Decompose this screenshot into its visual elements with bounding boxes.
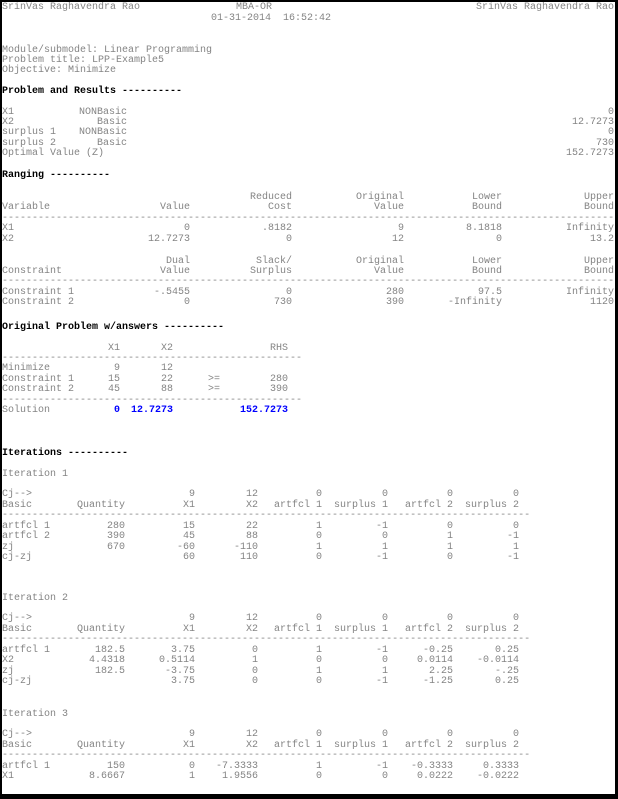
value-cell: 12.7273 (147, 233, 190, 245)
value-cell: -3.75 (164, 665, 195, 677)
column-header: Upper (583, 192, 614, 203)
result-value: 730 (595, 137, 614, 149)
dashed-separator-row (2, 354, 614, 364)
ranging-variables-table (2, 193, 614, 245)
original-problem-heading: Original Problem w/answers ---------- (2, 321, 225, 333)
meta-problem-title: Problem title: LPP-Example5 (2, 54, 165, 66)
value-cell: 9 (397, 223, 404, 235)
dashed-separator-row (2, 277, 614, 287)
basis-label: artfcl 1 (2, 520, 51, 532)
value-cell: 0 (315, 771, 322, 783)
value-cell: 110 (239, 552, 258, 563)
result-status: Basic (96, 137, 127, 149)
column-header: X2 (245, 499, 258, 511)
value-cell: 390 (106, 531, 125, 543)
value-cell: 280 (269, 373, 288, 385)
row-label: X1 (2, 223, 15, 235)
basis-label: artfcl 1 (2, 644, 51, 656)
solution-value: 12.7273 (130, 405, 173, 417)
column-header: X2 (245, 739, 258, 751)
value-cell: 0 (188, 760, 195, 772)
problem-results-heading: Problem and Results ---------- (2, 85, 183, 97)
value-cell: -1 (375, 552, 388, 563)
column-header: surplus 1 (333, 739, 388, 751)
column-header: Original (355, 192, 404, 203)
row-label: Constraint 2 (2, 297, 75, 309)
meta-row (2, 66, 614, 76)
value-cell: 1 (381, 665, 388, 677)
result-value: 0 (607, 106, 614, 118)
value-cell: 13.2 (589, 233, 614, 245)
value-cell: 150 (106, 760, 125, 772)
value-cell: 22 (160, 373, 173, 385)
value-cell: 0 (285, 286, 292, 298)
result-label: X1 (2, 106, 15, 118)
cj-value: 0 (381, 489, 388, 501)
iteration-title-row (2, 594, 614, 604)
header-left-username: SrinVas Raghavendra Rao (2, 2, 141, 13)
table-row (2, 522, 614, 532)
cj-value: 0 (512, 489, 519, 501)
column-header: Bound (471, 265, 502, 277)
result-status: Basic (96, 116, 127, 128)
table-row (2, 553, 614, 563)
value-cell: 0 (315, 676, 322, 687)
column-header: Value (373, 202, 404, 214)
table-row (2, 772, 614, 782)
value-cell: 0 (251, 665, 258, 677)
cj-value: 12 (245, 489, 258, 501)
basis-label: X1 (2, 771, 15, 783)
meta-module: Module/submodel: Linear Programming (2, 44, 213, 56)
iteration-title-row (2, 470, 614, 480)
iteration-title: Iteration 1 (2, 468, 69, 480)
value-cell: -7.3333 (215, 760, 258, 772)
basis-label: cj-zj (2, 676, 33, 687)
value-cell: 45 (182, 531, 195, 543)
original-problem-table (2, 344, 614, 417)
column-header: Bound (471, 202, 502, 214)
column-header: Reduced (249, 192, 292, 203)
column-header: Lower (471, 192, 502, 203)
dashed-separator-row (2, 635, 614, 645)
dashed-separator: ---------------------------------------------------------------------------------------- (2, 510, 531, 522)
section-heading-row (2, 323, 614, 333)
column-header: Value (373, 265, 404, 277)
value-cell: 182.5 (94, 644, 125, 656)
dashed-separator: ---------------------------------------------------------------------------------------- (2, 634, 531, 646)
cj-value: 0 (315, 489, 322, 501)
value-cell: 0 (512, 520, 519, 532)
cj-value: 0 (512, 613, 519, 625)
meta-objective: Objective: Minimize (2, 65, 117, 77)
value-cell: 1.9556 (221, 771, 258, 783)
value-cell: -60 (176, 541, 195, 553)
table-row (2, 667, 614, 677)
result-status: NONBasic (78, 127, 127, 139)
column-header: Lower (471, 255, 502, 267)
dashed-separator: ------------------------------------------------------------------------------------------------------ (2, 276, 615, 288)
value-cell: 0 (315, 552, 322, 563)
column-header: X1 (182, 623, 195, 635)
value-cell: -Infinity (447, 297, 502, 309)
value-cell: 8.6667 (88, 771, 125, 783)
ranging-constraints-table (2, 257, 614, 309)
value-cell: 1 (446, 531, 453, 543)
column-header: Slack/ (255, 255, 292, 267)
column-header: Cost (267, 202, 292, 214)
value-cell: 15 (107, 373, 120, 385)
column-header: Basic (2, 623, 33, 635)
value-cell: 1 (315, 520, 322, 532)
value-cell: 390 (385, 297, 404, 309)
result-label: X2 (2, 116, 15, 128)
value-cell: 60 (182, 552, 195, 563)
value-cell: 1 (446, 541, 453, 553)
value-cell: 1 (315, 665, 322, 677)
problem-meta (2, 46, 614, 77)
value-cell: 1 (315, 644, 322, 656)
result-value: 12.7273 (571, 116, 614, 128)
cj-value: 0 (315, 613, 322, 625)
result-value: 152.7273 (565, 148, 614, 160)
header-row-top (2, 193, 614, 203)
value-cell: 22 (245, 520, 258, 532)
dashed-separator-row (2, 511, 614, 521)
column-header: artfcl 1 (273, 499, 322, 511)
header-course-title: MBA-OR (236, 2, 273, 13)
cj-value: 0 (446, 729, 453, 741)
basis-label: artfcl 1 (2, 760, 51, 772)
result-label: surplus 1 (2, 127, 57, 139)
column-header: surplus 1 (333, 499, 388, 511)
value-cell: 390 (269, 384, 288, 396)
column-header: artfcl 1 (273, 739, 322, 751)
relation-cell: >= (208, 384, 221, 396)
basis-label: cj-zj (2, 552, 33, 563)
value-cell: 15 (182, 520, 195, 532)
cj-value: 9 (188, 729, 195, 741)
table-row (2, 677, 614, 687)
value-cell: -1.25 (422, 676, 453, 687)
table-row (2, 235, 614, 245)
row-label: Minimize (2, 363, 51, 375)
dashed-separator: ---------------------------------------------------------------------------------------- (2, 750, 531, 762)
value-cell: 0 (381, 655, 388, 667)
iteration-title: Iteration 2 (2, 592, 69, 604)
column-header: Variable (2, 202, 51, 214)
problem-results-table (2, 108, 614, 160)
value-cell: -1 (506, 552, 519, 563)
value-cell: 0 (315, 531, 322, 543)
iteration-title: Iteration 3 (2, 708, 69, 720)
value-cell: 0 (251, 676, 258, 687)
section-heading-row (2, 87, 614, 97)
table-row (2, 298, 614, 308)
cj-value: 0 (381, 729, 388, 741)
column-header: RHS (269, 342, 288, 354)
cj-label: Cj--> (2, 613, 33, 625)
column-header: Basic (2, 739, 33, 751)
basis-label: zj (2, 665, 15, 677)
value-cell: 0 (315, 655, 322, 667)
cj-value: 9 (188, 613, 195, 625)
result-label: Optimal Value (Z) (2, 148, 105, 160)
cj-value: 9 (188, 489, 195, 501)
row-label: Constraint 1 (2, 286, 75, 298)
value-cell: 1 (315, 541, 322, 553)
value-cell: 0.25 (494, 644, 519, 656)
column-header: surplus 2 (464, 499, 519, 511)
column-header: Bound (583, 202, 614, 214)
value-cell: 2.25 (428, 665, 453, 677)
value-cell: 1 (512, 541, 519, 553)
column-header: artfcl 2 (404, 623, 453, 635)
value-cell: -1 (506, 531, 519, 543)
value-cell: 88 (160, 384, 173, 396)
column-header: Constraint (2, 265, 63, 277)
value-cell: 0 (495, 233, 502, 245)
column-header: artfcl 2 (404, 499, 453, 511)
column-header: Upper (583, 255, 614, 267)
value-cell: 280 (385, 286, 404, 298)
result-label: surplus 2 (2, 137, 57, 149)
value-cell: 12 (391, 233, 404, 245)
cj-label: Cj--> (2, 489, 33, 501)
value-cell: -.25 (494, 665, 519, 677)
column-header: Basic (2, 499, 33, 511)
value-cell: Infinity (565, 286, 614, 298)
header-right-username: SrinVas Raghavendra Rao (475, 2, 614, 13)
iterations-heading: Iterations ---------- (2, 447, 129, 459)
value-cell: 0 (183, 223, 190, 235)
header-datetime: 01-31-2014 16:52:42 (211, 12, 332, 24)
column-header: X2 (160, 342, 173, 354)
column-header: artfcl 2 (404, 739, 453, 751)
report-subheader (2, 14, 614, 24)
value-cell: 730 (273, 297, 292, 309)
cj-label: Cj--> (2, 729, 33, 741)
table-row (2, 224, 614, 234)
value-cell: .8182 (261, 223, 292, 235)
cj-value: 12 (245, 613, 258, 625)
value-cell: 0.5114 (158, 655, 195, 667)
column-header: Quantity (76, 499, 125, 511)
value-cell: -0.0222 (476, 771, 519, 783)
result-value: 0 (607, 127, 614, 139)
value-cell: 0.0222 (416, 771, 453, 783)
value-cell: -0.3333 (410, 760, 453, 772)
dashed-separator: -------------------------------------------------- (2, 352, 303, 364)
iteration-1-block (2, 470, 614, 564)
value-cell: 8.1818 (465, 223, 502, 235)
table-row (2, 288, 614, 298)
solution-label: Solution (2, 405, 51, 417)
value-cell: 0 (381, 531, 388, 543)
value-cell: 1 (188, 771, 195, 783)
column-header: Quantity (76, 623, 125, 635)
table-row (2, 375, 614, 385)
table-row (2, 364, 614, 374)
column-header: X2 (245, 623, 258, 635)
column-header: surplus 1 (333, 623, 388, 635)
blank-row (2, 720, 614, 730)
section-heading-row (2, 449, 614, 459)
column-header: Value (159, 202, 190, 214)
column-header: Quantity (76, 739, 125, 751)
value-cell: -0.0114 (476, 655, 519, 667)
dashed-separator: ------------------------------------------------------------------------------------------------------ (2, 212, 615, 224)
blank-row (2, 480, 614, 490)
column-header: Original (355, 255, 404, 267)
value-cell: 670 (106, 541, 125, 553)
value-cell: 1 (315, 760, 322, 772)
iteration-title-row (2, 710, 614, 720)
blank-row (2, 604, 614, 614)
result-row (2, 108, 614, 118)
header-row-top (2, 257, 614, 267)
cj-value: 0 (315, 729, 322, 741)
value-cell: 0.0114 (416, 655, 453, 667)
ranging-heading: Ranging ---------- (2, 169, 111, 181)
column-header: Surplus (249, 265, 292, 277)
value-cell: 0.3333 (482, 760, 519, 772)
section-heading-row (2, 171, 614, 181)
column-header: Value (159, 265, 190, 277)
value-cell: 9 (113, 363, 120, 375)
solution-value: 152.7273 (239, 405, 288, 417)
row-label: Constraint 1 (2, 373, 75, 385)
value-cell: 0 (183, 297, 190, 309)
value-cell: 1120 (589, 297, 614, 309)
value-cell: 3.75 (170, 676, 195, 687)
value-cell: -1 (375, 676, 388, 687)
value-cell: 3.75 (170, 644, 195, 656)
value-cell: 280 (106, 520, 125, 532)
column-header: Bound (583, 265, 614, 277)
value-cell: -1 (375, 760, 388, 772)
table-row (2, 543, 614, 553)
value-cell: 1 (381, 541, 388, 553)
value-cell: Infinity (565, 223, 614, 235)
basis-label: X2 (2, 655, 15, 667)
dashed-separator-row (2, 751, 614, 761)
value-cell: 45 (107, 384, 120, 396)
column-header: X1 (182, 739, 195, 751)
solution-row (2, 406, 614, 416)
result-row (2, 128, 614, 138)
value-cell: 12 (160, 363, 173, 375)
value-cell: 97.5 (477, 286, 502, 298)
cj-value: 0 (446, 489, 453, 501)
row-label: Constraint 2 (2, 384, 75, 396)
cj-value: 0 (381, 613, 388, 625)
value-cell: 0 (446, 520, 453, 532)
value-cell: -.5455 (153, 286, 190, 298)
value-cell: 88 (245, 531, 258, 543)
value-cell: -0.25 (422, 644, 453, 656)
value-cell: 0 (285, 233, 292, 245)
column-header: Dual (165, 255, 190, 267)
cj-value: 0 (446, 613, 453, 625)
value-cell: 4.4318 (88, 655, 125, 667)
value-cell: -1 (375, 520, 388, 532)
value-cell: 0 (381, 771, 388, 783)
value-cell: 0 (446, 552, 453, 563)
value-cell: 182.5 (94, 665, 125, 677)
cj-value: 12 (245, 729, 258, 741)
row-label: X2 (2, 233, 15, 245)
basis-label: artfcl 2 (2, 531, 51, 543)
relation-cell: >= (208, 373, 221, 385)
table-row (2, 532, 614, 542)
result-row (2, 149, 614, 159)
value-cell: 0 (251, 644, 258, 656)
value-cell: -1 (375, 644, 388, 656)
column-header: X1 (107, 342, 120, 354)
iteration-2-block (2, 594, 614, 688)
value-cell: -110 (233, 541, 258, 553)
value-cell: 0.25 (494, 676, 519, 687)
dashed-separator-row (2, 214, 614, 224)
table-row (2, 656, 614, 666)
result-status: NONBasic (78, 106, 127, 118)
value-cell: 1 (251, 655, 258, 667)
report-header (2, 3, 614, 13)
column-header: X1 (182, 499, 195, 511)
cj-value: 0 (512, 729, 519, 741)
column-header: surplus 2 (464, 623, 519, 635)
solution-value: 0 (113, 405, 120, 417)
basis-label: zj (2, 541, 15, 553)
column-header: surplus 2 (464, 739, 519, 751)
dashed-separator: -------------------------------------------------- (2, 394, 303, 406)
iteration-3-block (2, 710, 614, 783)
column-header: artfcl 1 (273, 623, 322, 635)
dashed-separator-row (2, 396, 614, 406)
